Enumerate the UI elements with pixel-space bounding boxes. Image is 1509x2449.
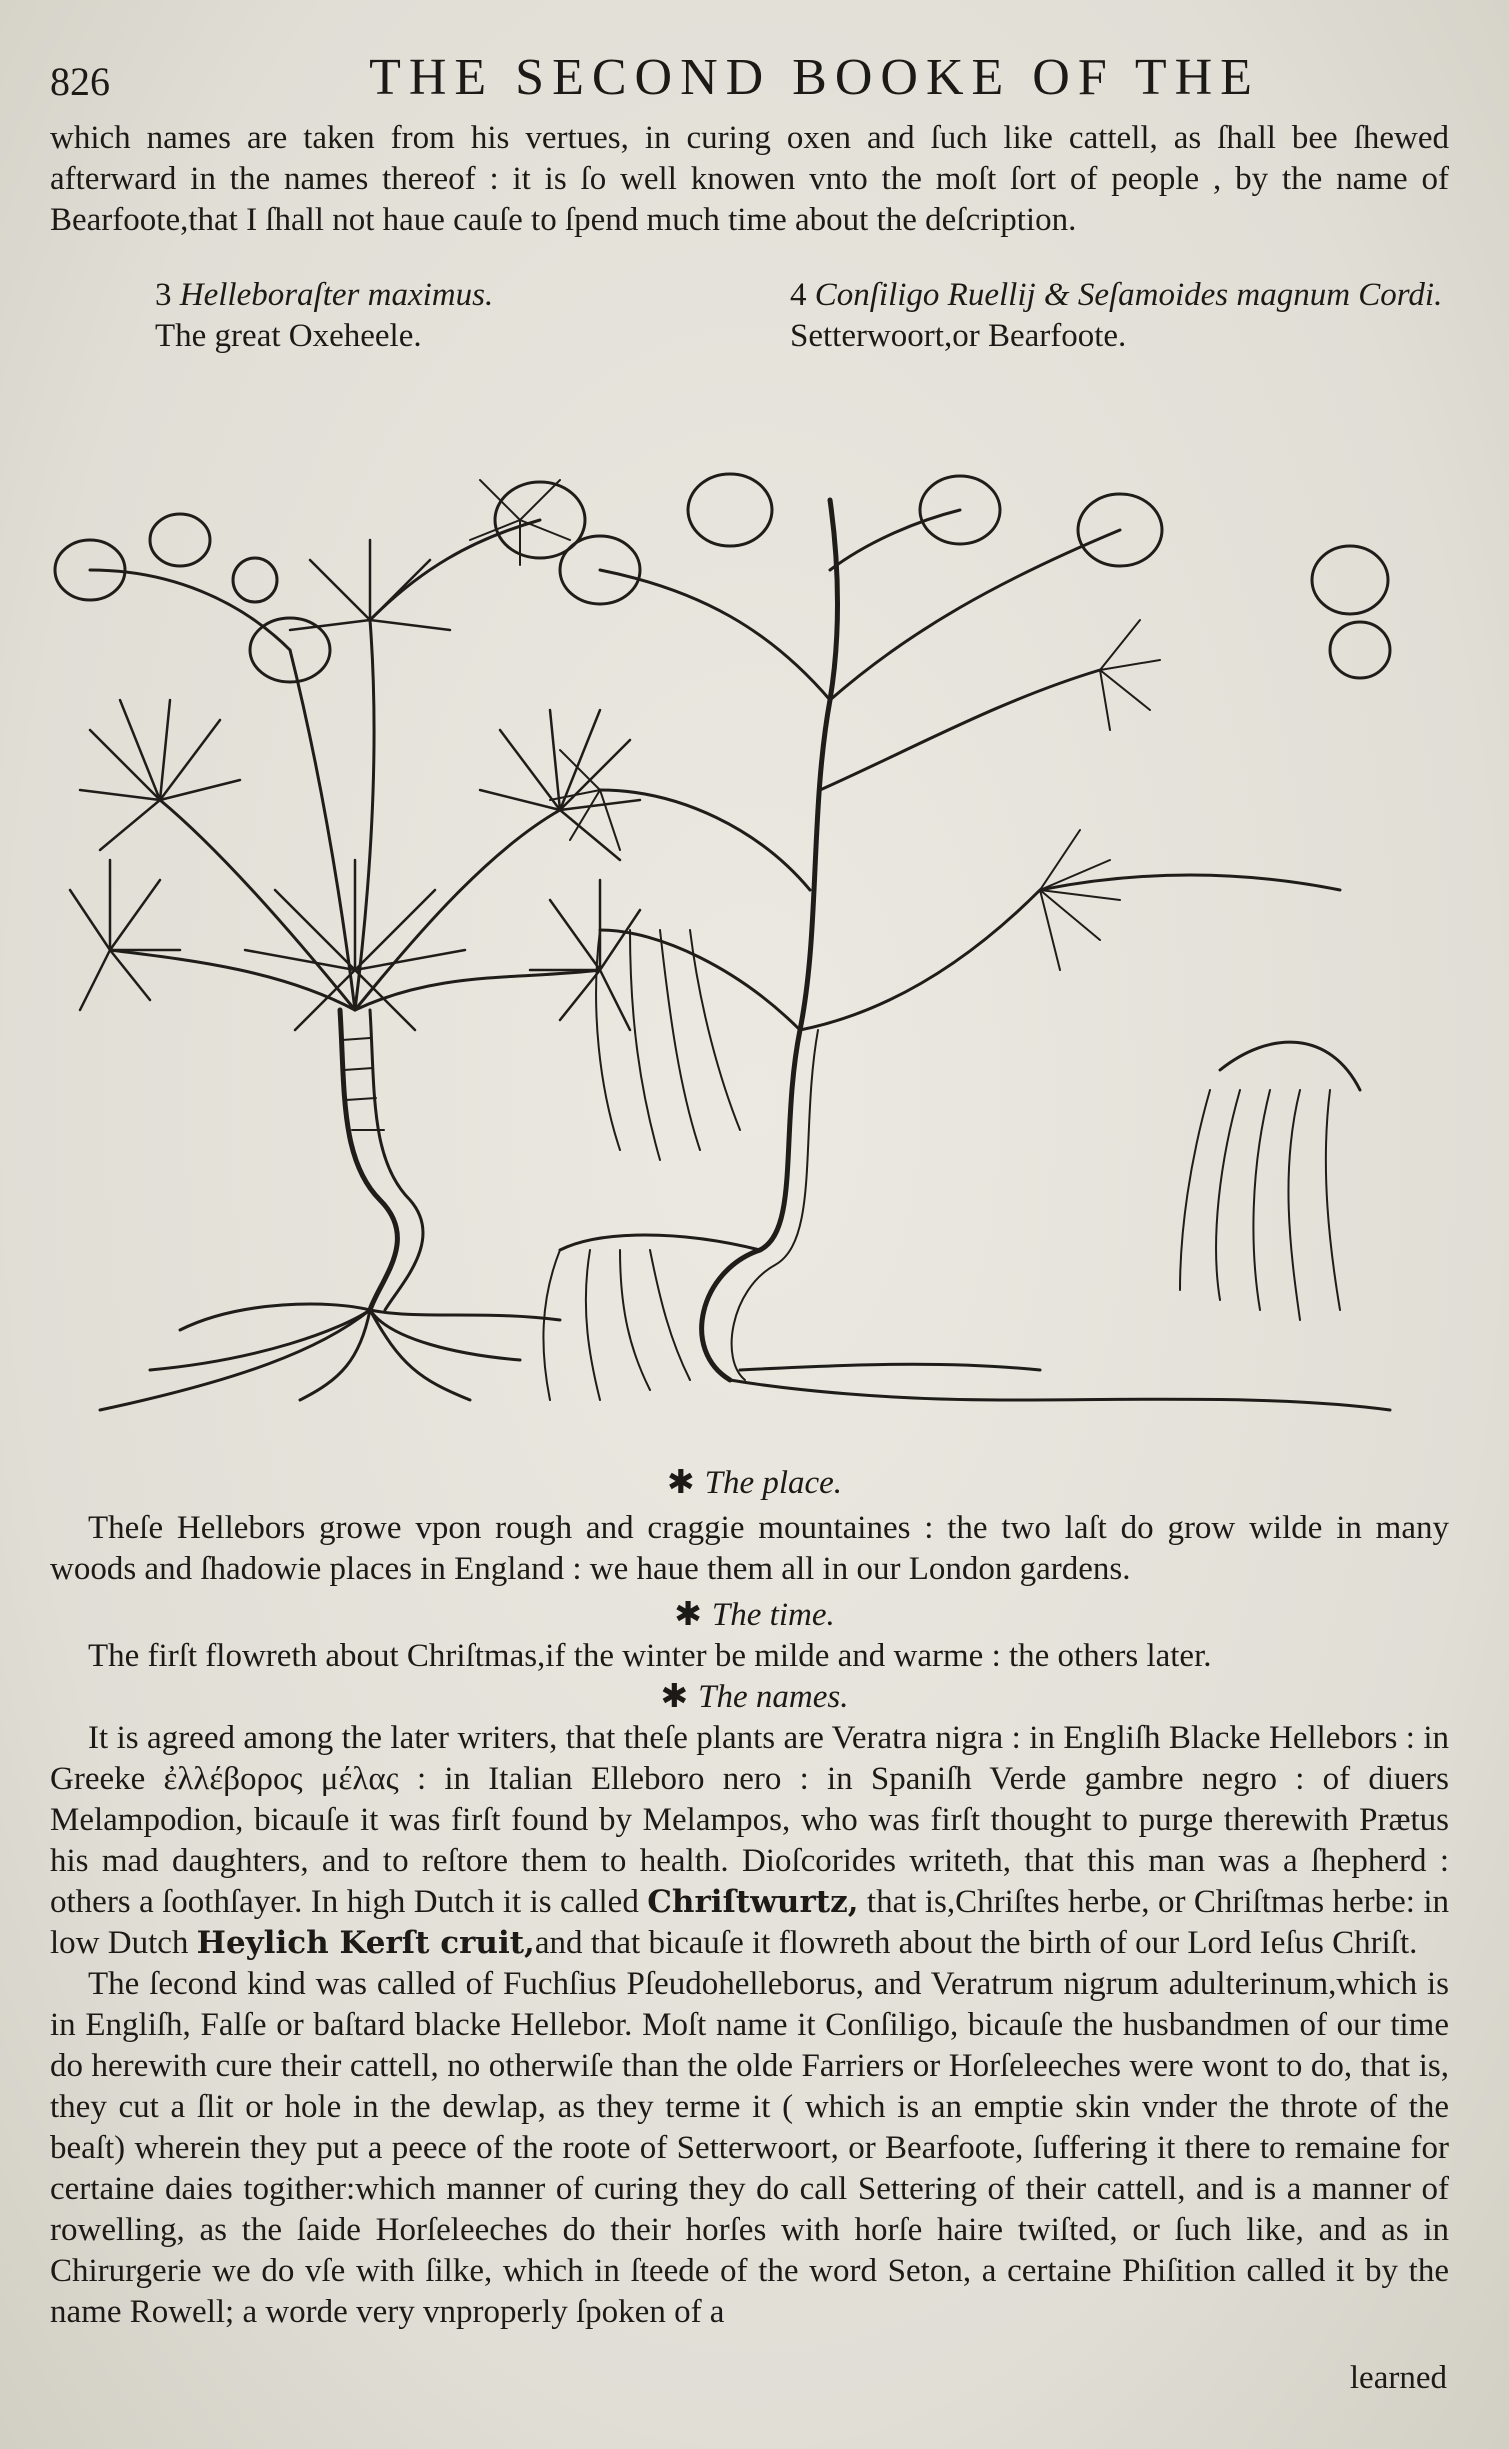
heading-place-label: The place.: [704, 1465, 843, 1501]
heading-names-label: The names.: [698, 1679, 849, 1715]
heading-the-time: [0, 1594, 1509, 1634]
place-text: Theſe Hellebors growe vpon rough and craggie mountaines : the two laſt do grow wilde in many woods and ſhadowie places in England : we haue them all in our London gardens.: [50, 1510, 1449, 1587]
plate-english-4: Setterwoort,or Bearfoote.: [790, 318, 1127, 354]
plate-number-4: 4: [790, 277, 807, 313]
names-section: [50, 1718, 1449, 2333]
catchword: learned: [1349, 2360, 1447, 2396]
names-paragraph-2: The ſecond kind was called of Fuchſius Pſeudohelleborus, and Veratrum nigrum adulterinum,which is in Engliſh, Falſe or baſtard blacke Hellebor. Moſt name it Conſiligo, bicauſe the husbandmen of our time do herewith cure their cattell, no otherwiſe than the olde Farriers or Horſeleeches were wont to do, that is, they cut a ſlit or hole in the dewlap, as they terme it ( which is an emptie skin vnder the throte of the beaſt) wherein they put a peece of the roote of Setterwoort, or Bearfoote, ſuffering it there to remaine for certaine daies togither:which manner of curing they do call Settering of their cattell, and is a manner of rowelling, as the ſaide Horſeleeches do their horſes with horſe haire twiſted, or ſuch like, and as in Chirurgerie we do vſe with ſilke, which in ſteede of the word Seton, a certaine Phiſition called it by the name Rowell; a worde very vnproperly ſpoken of a: [50, 1966, 1449, 2330]
plate-latin-3: Helleboraſter maximus.: [179, 277, 494, 313]
plate-caption-4: [790, 275, 1442, 357]
blackletter-christwurtz: Chriſtwurtz,: [647, 1884, 859, 1920]
plate-caption-3: [155, 275, 493, 357]
intro-paragraph: which names are taken from his vertues, in curing oxen and ſuch like cattell, as ſhall bee ſhewed afterward in the names thereof : it is ſo well knowen vnto the moſt ſort of people , by the name of Bearfoote,that I ſhall not haue cauſe to ſpend much time about the deſcription.: [50, 120, 1449, 238]
time-text: The firſt flowreth about Chriſtmas,if the winter be milde and warme : the others later.: [88, 1638, 1212, 1674]
woodcut-illustrations: [40, 370, 1470, 1460]
heading-the-place: [0, 1462, 1509, 1502]
asterisk-icon: ✱: [660, 1679, 689, 1715]
asterisk-icon: ✱: [674, 1597, 702, 1633]
time-paragraph: [50, 1636, 1449, 1677]
page-number: 826: [50, 59, 110, 104]
place-paragraph: [50, 1508, 1449, 1590]
heading-time-label: The time.: [711, 1597, 835, 1633]
names-p1-part-a: It is agreed among the later writers, that theſe plants are Veratra nigra : in Engliſh Blacke Hellebors : in Greeke ἐλλέβορος μέλας : in Italian Elleboro nero : in Spaniſh Verde gambre negro : of diuers Melampodion, bicauſe it was firſt found by Melampos, who was firſt thought to purge therewith Prætus his mad daughters, and to reſtore them to health. Dioſcorides writeth, that this man was a ſhepherd : others a ſoothſayer. In high Dutch it is called: [50, 1720, 1449, 1920]
plate-number-3: 3: [155, 277, 172, 313]
blackletter-heylich-kerst-cruit: Heylich Kerſt cruit,: [196, 1925, 535, 1961]
running-head: THE SECOND BOOKE OF THE: [369, 49, 1260, 106]
names-p1-part-b: that is,Chriſtes herbe, or Chriſtmas herbe: in low Dutch: [50, 1884, 1449, 1961]
plate-latin-4: Conſiligo Ruellij & Seſamoides magnum Cordi.: [814, 277, 1443, 313]
woodcut-bearfoote: [543, 474, 1390, 1410]
names-paragraph-1: [50, 1718, 1449, 1964]
asterisk-icon: ✱: [666, 1465, 695, 1501]
heading-the-names: [0, 1676, 1509, 1716]
names-p1-part-c: and that bicauſe it flowreth about the birth of our Lord Ieſus Chriſt.: [534, 1925, 1418, 1961]
plate-english-3: The great Oxeheele.: [155, 318, 422, 354]
